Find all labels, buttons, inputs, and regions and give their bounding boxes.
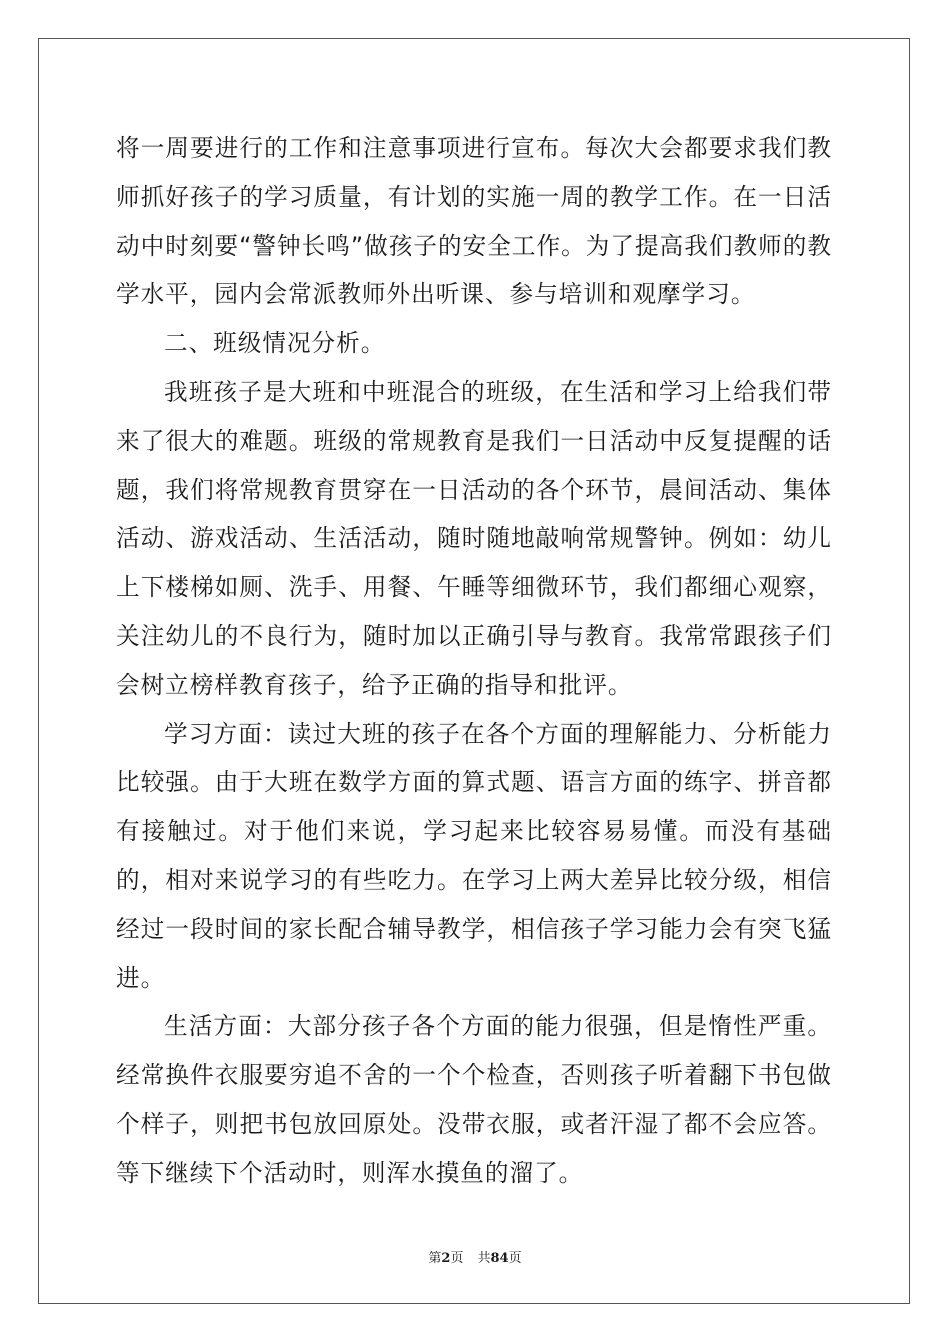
page-prefix: 第 xyxy=(428,1251,442,1266)
page-number: 2 xyxy=(441,1251,451,1266)
paragraph: 我班孩子是大班和中班混合的班级，在生活和学习上给我们带来了很大的难题。班级的常规教育是我们一日活动中反复提醒的话题，我们将常规教育贯穿在一日活动的各个环节，晨间活动、集体活动、游戏活动、生活活动，随时随地敲响常规警钟。例如：幼儿上下楼梯如厕、洗手、用餐、午睡等细微环节，我们都细心观察，关注幼儿的不良行为，随时加以正确引导与教育。我常常跟孩子们会树立榜样教育孩子，给予正确的指导和批评。 xyxy=(116,377,832,699)
total-pages: 84 xyxy=(490,1251,509,1266)
paragraph: 将一周要进行的工作和注意事项进行宣布。每次大会都要求我们教师抓好孩子的学习质量，有计划的实施一周的教学工作。在一日活动中时刻要“警钟长鸣”做孩子的安全工作。为了提高我们教师的教学水平，园内会常派教师外出听课、参与培训和观摩学习。 xyxy=(116,134,832,309)
paragraph: 生活方面：大部分孩子各个方面的能力很强，但是惰性严重。经常换件衣服要穷追不舍的一个个检查，否则孩子听着翻下书包做个样子，则把书包放回原处。没带衣服，或者汗湿了都不会应答。等下继续下个活动时，则浑水摸鱼的溜了。 xyxy=(116,1012,832,1187)
document-body xyxy=(116,124,832,1198)
page-footer xyxy=(0,1247,950,1266)
page-suffix: 页 xyxy=(450,1251,464,1266)
total-prefix: 共 xyxy=(477,1251,491,1266)
paragraph: 学习方面：读过大班的孩子在各个方面的理解能力、分析能力比较强。由于大班在数学方面的算式题、语言方面的练字、拼音都有接触过。对于他们来说，学习起来比较容易易懂。而没有基础的，相对来说学习的有些吃力。在学习上两大差异比较分级，相信经过一段时间的家长配合辅导教学，相信孩子学习能力会有突飞猛进。 xyxy=(116,719,832,992)
section-heading: 二、班级情况分析。 xyxy=(164,329,386,358)
total-suffix: 页 xyxy=(508,1251,522,1266)
